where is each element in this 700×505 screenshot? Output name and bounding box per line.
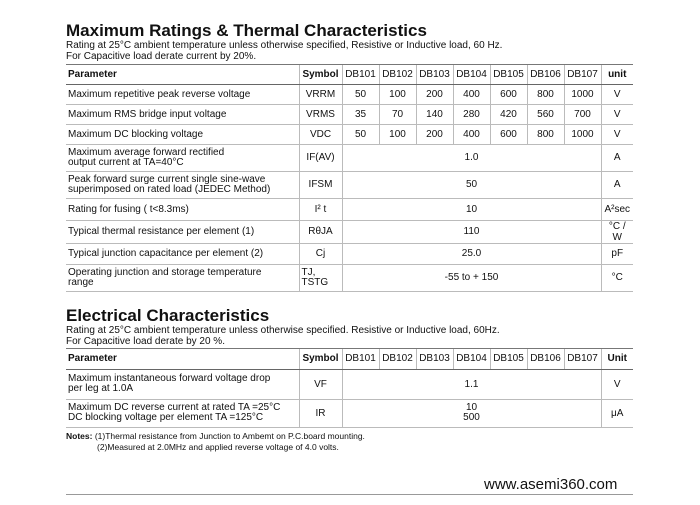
symbol-cell: VF [299, 369, 342, 399]
table-row [66, 104, 633, 124]
param-cell: Typical thermal resistance per element (1) [66, 220, 299, 243]
value-line-1: 10 [465, 402, 478, 413]
symbol-cell: VRMS [299, 104, 342, 124]
value-cell: 50 [342, 171, 601, 198]
unit-cell: °C [601, 264, 633, 291]
electrical-table [66, 349, 633, 428]
value-cell: 100 [379, 124, 416, 144]
param-line-1: Peak forward surge current single sine-wave [68, 173, 266, 185]
max-ratings-table [66, 65, 633, 292]
unit-cell: V [601, 104, 633, 124]
value-cell: 600 [490, 84, 527, 104]
table-row [66, 399, 633, 427]
table-row [66, 369, 633, 399]
header-cell: DB101 [342, 349, 379, 369]
section-desc-1: Rating at 25°C ambient temperature unless otherwise specified, Resistive or Inductive load, 60 Hz. [66, 40, 503, 51]
value-cell: 100 [379, 84, 416, 104]
unit-cell: A [601, 144, 633, 171]
symbol-cell [299, 264, 342, 291]
param-line-1: Maximum DC reverse current at rated TA =25°C [68, 402, 281, 413]
param-line-2: range [68, 276, 94, 288]
notes [66, 431, 365, 453]
value-cell: 400 [453, 84, 490, 104]
param-line-1: Operating junction and storage temperature [68, 266, 262, 278]
symbol-cell: I² t [299, 198, 342, 220]
unit-cell: μA [601, 399, 633, 427]
value-cell: 1000 [564, 84, 601, 104]
header-cell: DB105 [490, 65, 527, 84]
param-cell: Typical junction capacitance per element (2) [66, 243, 299, 264]
section-title: Maximum Ratings & Thermal Characteristics [66, 21, 427, 40]
param-cell [66, 144, 299, 171]
note-1: (1)Thermal resistance from Junction to Ambemt on P.C.board mounting. [94, 431, 365, 441]
value-cell: 35 [342, 104, 379, 124]
table-row [66, 243, 633, 264]
value-cell: 70 [379, 104, 416, 124]
param-cell [66, 264, 299, 291]
table-row [66, 198, 633, 220]
header-cell: DB101 [342, 65, 379, 84]
value-cell: 400 [453, 124, 490, 144]
value-cell: -55 to + 150 [342, 264, 601, 291]
header-cell: DB106 [527, 65, 564, 84]
unit-cell: pF [601, 243, 633, 264]
note-2: (2)Measured at 2.0MHz and applied reverse voltage of 4.0 volts. [97, 442, 339, 452]
value-cell: 800 [527, 124, 564, 144]
value-cell: 1.1 [342, 369, 601, 399]
header-cell: Parameter [66, 349, 299, 369]
param-line-2: DC blocking voltage per element TA =125°C [68, 412, 264, 423]
header-cell: Parameter [66, 65, 299, 84]
table-header-row [66, 65, 633, 84]
param-cell: Rating for fusing ( t<8.3ms) [66, 198, 299, 220]
header-cell: Symbol [299, 349, 342, 369]
value-cell: 800 [527, 84, 564, 104]
footer-rule [66, 494, 633, 495]
symbol-cell: VDC [299, 124, 342, 144]
section-desc-1: Rating at 25°C ambient temperature unless otherwise specified. Resistive or Inductive load, 60Hz. [66, 325, 500, 336]
value-cell: 600 [490, 124, 527, 144]
value-cell: 420 [490, 104, 527, 124]
table-row [66, 124, 633, 144]
header-cell: DB102 [379, 349, 416, 369]
table-header-row [66, 349, 633, 369]
symbol-line-2: TSTG [301, 276, 329, 288]
table-row [66, 264, 633, 291]
header-cell: DB107 [564, 65, 601, 84]
value-cell: 10 [342, 198, 601, 220]
symbol-cell: RθJA [299, 220, 342, 243]
header-cell: DB107 [564, 349, 601, 369]
unit-cell: V [601, 84, 633, 104]
param-cell [66, 369, 299, 399]
value-cell: 1000 [564, 124, 601, 144]
param-cell [66, 171, 299, 198]
table-row [66, 220, 633, 243]
param-cell [66, 399, 299, 427]
unit-cell: V [601, 124, 633, 144]
table-row [66, 84, 633, 104]
header-cell: DB104 [453, 65, 490, 84]
symbol-line-1: TJ, [301, 266, 316, 278]
value-cell: 700 [564, 104, 601, 124]
value-cell: 140 [416, 104, 453, 124]
param-line-1: Maximum average forward rectified [68, 146, 225, 158]
symbol-cell: Cj [299, 243, 342, 264]
value-cell: 50 [342, 124, 379, 144]
header-cell: DB104 [453, 349, 490, 369]
unit-cell: A²sec [601, 198, 633, 220]
param-cell: Maximum repetitive peak reverse voltage [66, 84, 299, 104]
unit-cell: V [601, 369, 633, 399]
max-ratings-section [66, 22, 633, 62]
symbol-cell: VRRM [299, 84, 342, 104]
section-desc-2: For Capacitive load derate by 20 %. [66, 336, 225, 347]
value-cell: 200 [416, 84, 453, 104]
table-row [66, 144, 633, 171]
unit-cell: A [601, 171, 633, 198]
header-cell: unit [601, 65, 633, 84]
header-cell: Symbol [299, 65, 342, 84]
header-cell: DB103 [416, 349, 453, 369]
value-cell [342, 399, 601, 427]
section-title: Electrical Characteristics [66, 306, 270, 325]
table-row [66, 171, 633, 198]
value-line-2: 500 [463, 412, 480, 423]
value-cell: 560 [527, 104, 564, 124]
header-cell: DB103 [416, 65, 453, 84]
website-link[interactable]: www.asemi360.com [484, 476, 618, 493]
value-cell: 200 [416, 124, 453, 144]
symbol-cell: IFSM [299, 171, 342, 198]
header-cell: Unit [601, 349, 633, 369]
value-cell: 50 [342, 84, 379, 104]
symbol-cell: IF(AV) [299, 144, 342, 171]
header-cell: DB106 [527, 349, 564, 369]
value-cell: 1.0 [342, 144, 601, 171]
unit-cell: °C / W [601, 220, 633, 243]
header-cell: DB102 [379, 65, 416, 84]
param-cell: Maximum DC blocking voltage [66, 124, 299, 144]
param-line-2: superimposed on rated load (JEDEC Method) [68, 183, 271, 195]
electrical-section [66, 307, 633, 347]
param-line-2: output current at TA=40°C [68, 156, 184, 168]
value-cell: 110 [342, 220, 601, 243]
param-cell: Maximum RMS bridge input voltage [66, 104, 299, 124]
param-line-2: per leg at 1.0A [68, 383, 134, 394]
header-cell: DB105 [490, 349, 527, 369]
param-line-1: Maximum instantaneous forward voltage drop [68, 373, 271, 384]
value-cell: 25.0 [342, 243, 601, 264]
symbol-cell: IR [299, 399, 342, 427]
notes-label: Notes: [66, 431, 93, 441]
value-cell: 280 [453, 104, 490, 124]
section-desc-2: For Capacitive load derate current by 20%. [66, 51, 257, 62]
